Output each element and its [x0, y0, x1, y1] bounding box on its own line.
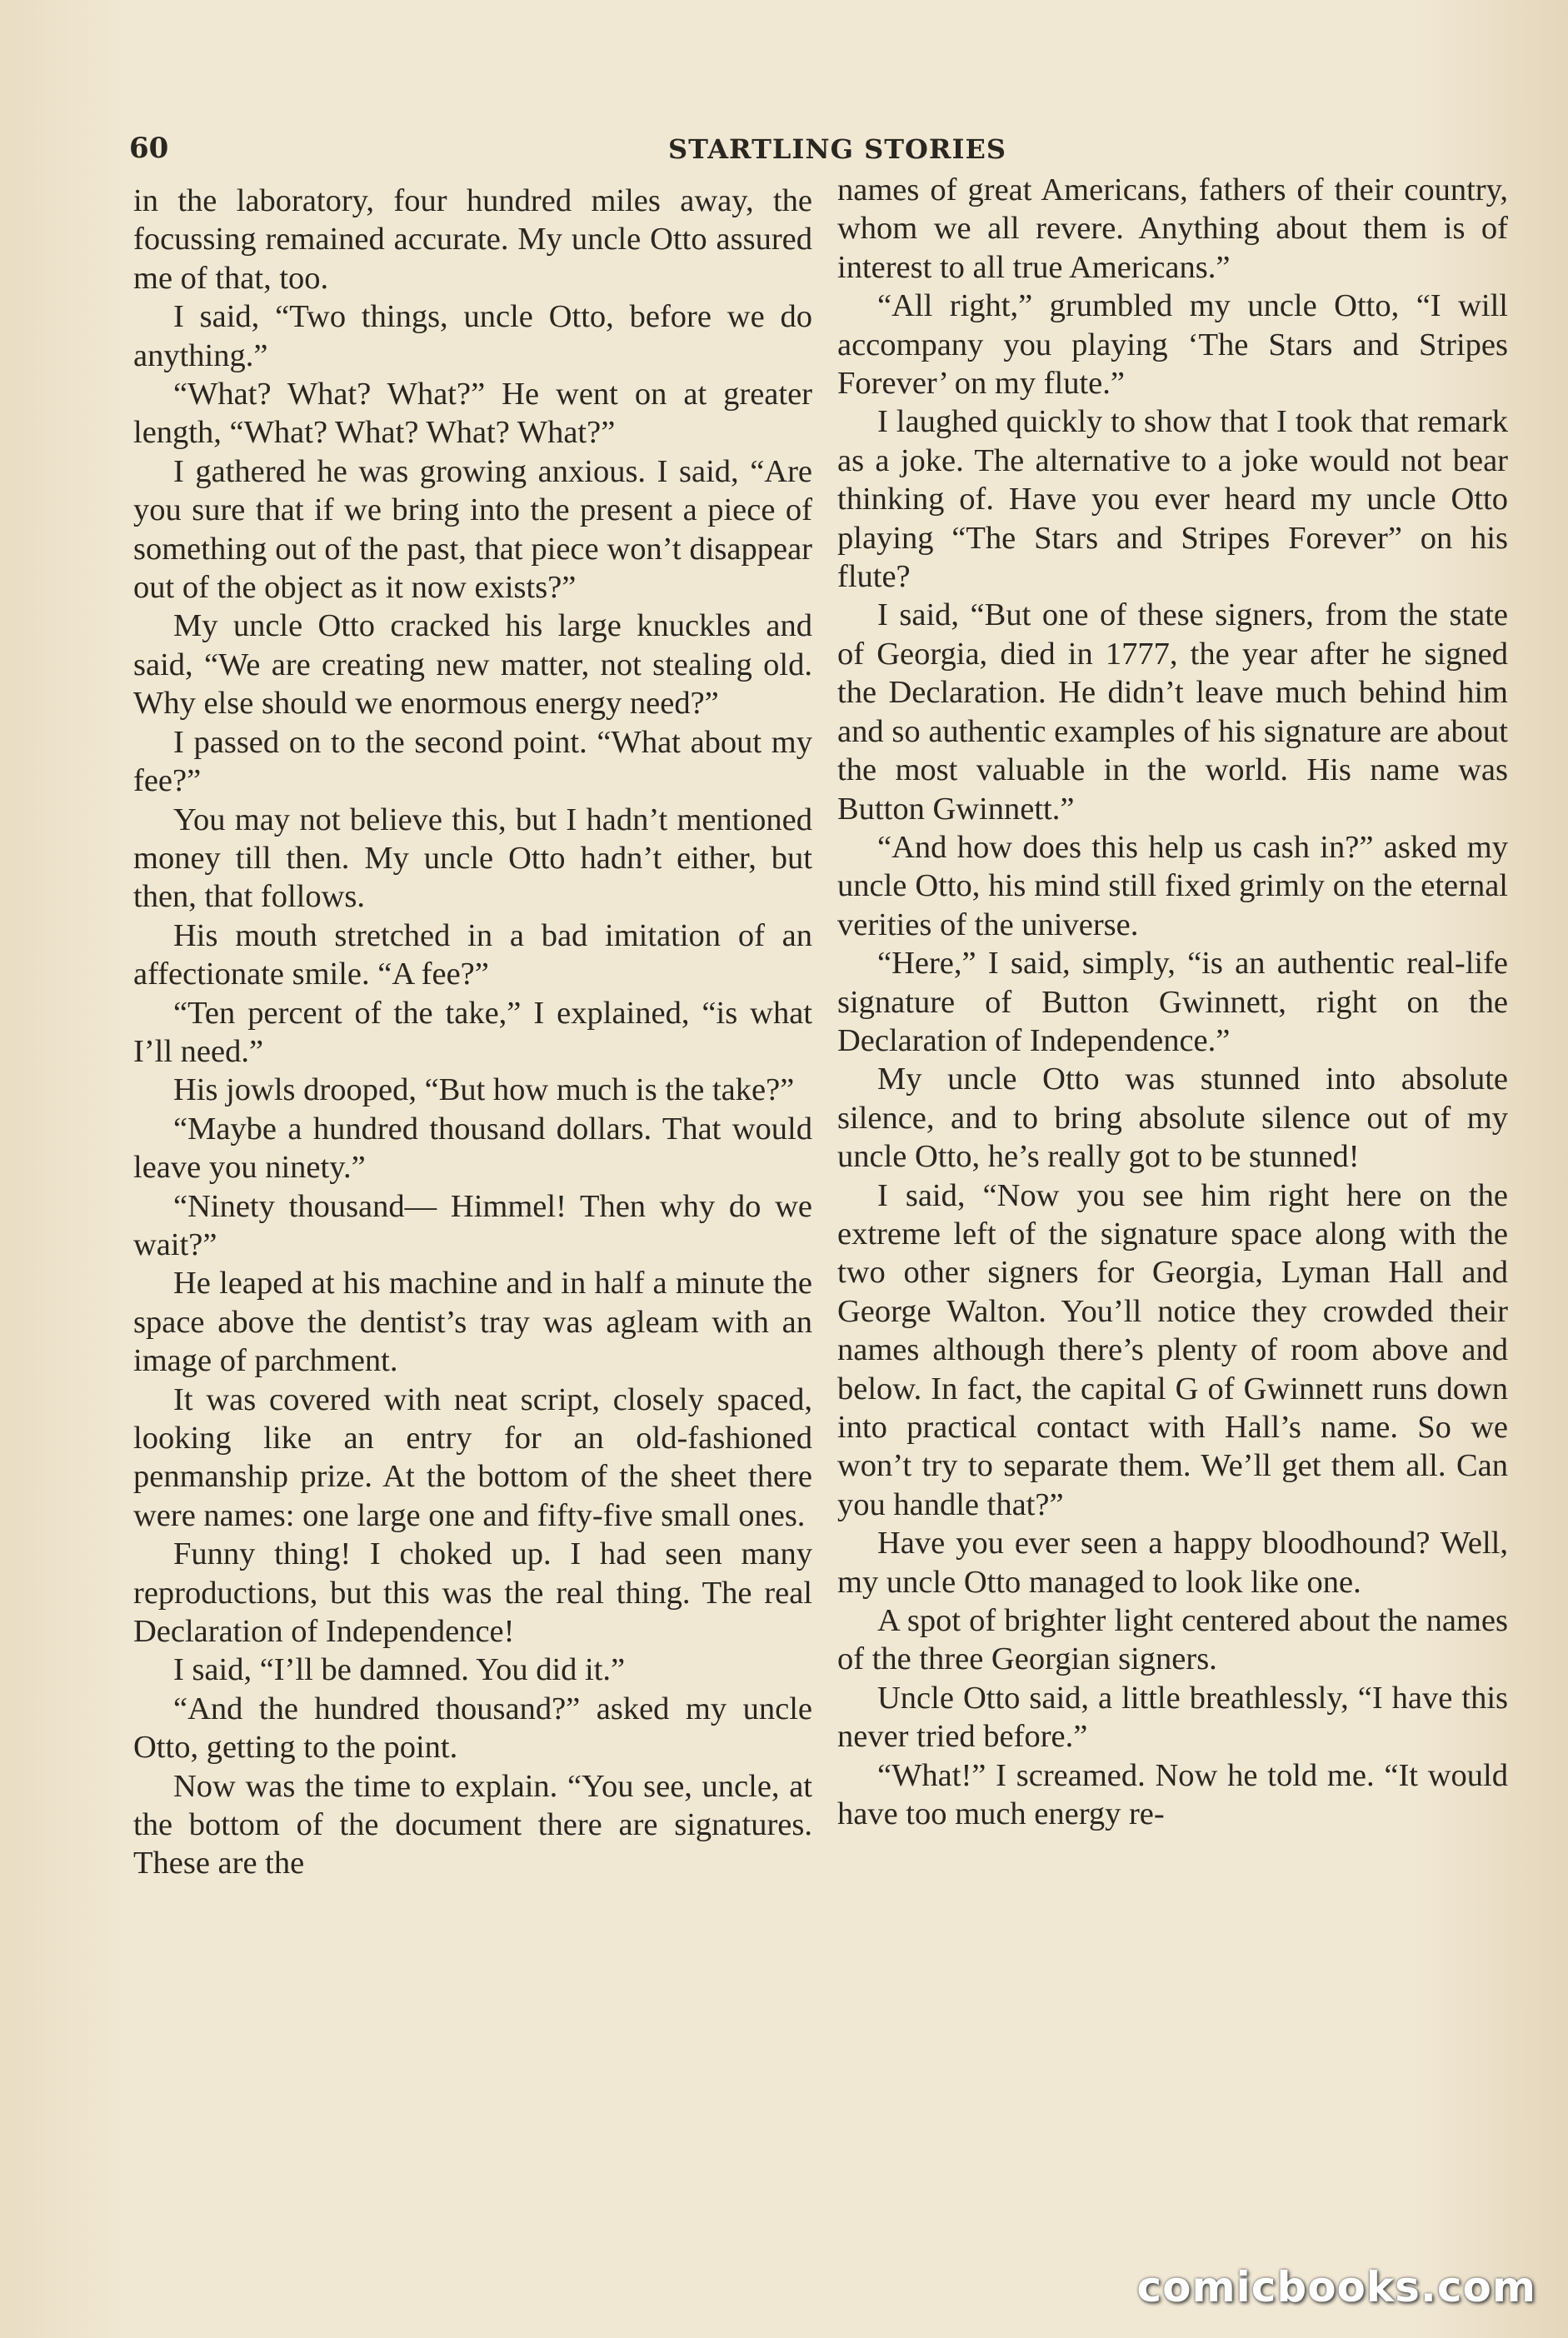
paragraph: “And how does this help us cash in?” asked my uncle Otto, his mind still fixed grimly on the eternal verities of the universe.	[837, 829, 1508, 942]
paragraph: “All right,” grumbled my uncle Otto, “I will accompany you playing ‘The Stars and Stripes Forever’ on my flute.”	[837, 288, 1508, 402]
right-text-column	[837, 171, 1508, 1833]
paragraph: My uncle Otto cracked his large knuckles and said, “We are creating new matter, not stealing old. Why else should we enormous energy need?”	[133, 608, 812, 722]
paragraph: A spot of brighter light centered about the names of the three Georgian signers.	[837, 1603, 1508, 1677]
paragraph: I laughed quickly to show that I took that remark as a joke. The alternative to a joke would not bear thinking of. Have you ever heard my uncle Otto playing “The Stars and Stripes Forever” on his flute?	[837, 404, 1508, 595]
paragraph: I gathered he was growing anxious. I said, “Are you sure that if we bring into the present a piece of something out of the past, that piece won’t disappear out of the object as it now exists?”	[133, 453, 812, 606]
paragraph: Now was the time to explain. “You see, uncle, at the bottom of the document there are signatures. These are the	[133, 1768, 812, 1881]
running-title: STARTLING STORIES	[668, 133, 1006, 165]
paragraph: His mouth stretched in a bad imitation of an affectionate smile. “A fee?”	[133, 917, 812, 992]
paragraph: “Maybe a hundred thousand dollars. That would leave you ninety.”	[133, 1111, 812, 1186]
paragraph: “What? What? What?” He went on at greater length, “What? What? What? What?”	[133, 377, 812, 451]
watermark-logo: comicbooks.com	[1136, 2263, 1536, 2311]
paragraph: “Ten percent of the take,” I explained, “is what I’ll need.”	[133, 995, 812, 1069]
paragraph: “And the hundred thousand?” asked my uncle Otto, getting to the point.	[133, 1691, 812, 1766]
paragraph: It was covered with neat script, closely spaced, looking like an entry for an old-fashioned penmanship prize. At the bottom of the sheet there were names: one large one and fifty-five small ones.	[133, 1381, 812, 1533]
paragraph: He leaped at his machine and in half a minute the space above the dentist’s tray was agleam with an image of parchment.	[133, 1266, 812, 1379]
paragraph: I passed on to the second point. “What about my fee?”	[133, 724, 812, 799]
paragraph: Uncle Otto said, a little breathlessly, “I have this never tried before.”	[837, 1680, 1508, 1755]
paragraph: “What!” I screamed. Now he told me. “It would have too much energy re-	[837, 1757, 1508, 1832]
page-number: 60	[129, 132, 169, 165]
paragraph: My uncle Otto was stunned into absolute silence, and to bring absolute silence out of my uncle Otto, he’s really got to be stunned!	[837, 1062, 1508, 1175]
paragraph: I said, “I’ll be damned. You did it.”	[173, 1652, 626, 1688]
paragraph: names of great Americans, fathers of their country, whom we all revere. Anything about them is of interest to all true Americans.”	[837, 172, 1508, 285]
paragraph: in the laboratory, four hundred miles away, the focussing remained accurate. My uncle Otto assured me of that, too.	[133, 183, 812, 296]
page-header	[129, 132, 1518, 173]
left-text-column	[133, 182, 812, 1883]
paragraph: Funny thing! I choked up. I had seen many reproductions, but this was the real thing. The real Declaration of Independence!	[133, 1536, 812, 1650]
paragraph: “Ninety thousand— Himmel! Then why do we wait?”	[133, 1188, 812, 1262]
paragraph: Have you ever seen a happy bloodhound? Well, my uncle Otto managed to look like one.	[837, 1526, 1508, 1600]
paragraph: You may not believe this, but I hadn’t mentioned money till then. My uncle Otto hadn’t either, but then, that follows.	[133, 802, 812, 915]
paragraph: I said, “Now you see him right here on the extreme left of the signature space along with the two other signers for Georgia, Lyman Hall and George Walton. You’ll notice they crowded their names although there’s plenty of room above and below. In fact, the capital G of Gwinnett runs down into practical contact with Hall’s name. So we won’t try to separate them. We’ll get them all. Can you handle that?”	[837, 1177, 1508, 1522]
paragraph: “Here,” I said, simply, “is an authentic real-life signature of Button Gwinnett, right on the Declaration of Independence.”	[837, 946, 1508, 1058]
paragraph: His jowls drooped, “But how much is the take?”	[173, 1072, 795, 1108]
paragraph: I said, “But one of these signers, from the state of Georgia, died in 1777, the year after he signed the Declaration. He didn’t leave much behind him and so authentic examples of his signature are about the most valuable in the world. His name was Button Gwinnett.”	[837, 597, 1508, 827]
paragraph: I said, “Two things, uncle Otto, before we do anything.”	[133, 299, 812, 373]
